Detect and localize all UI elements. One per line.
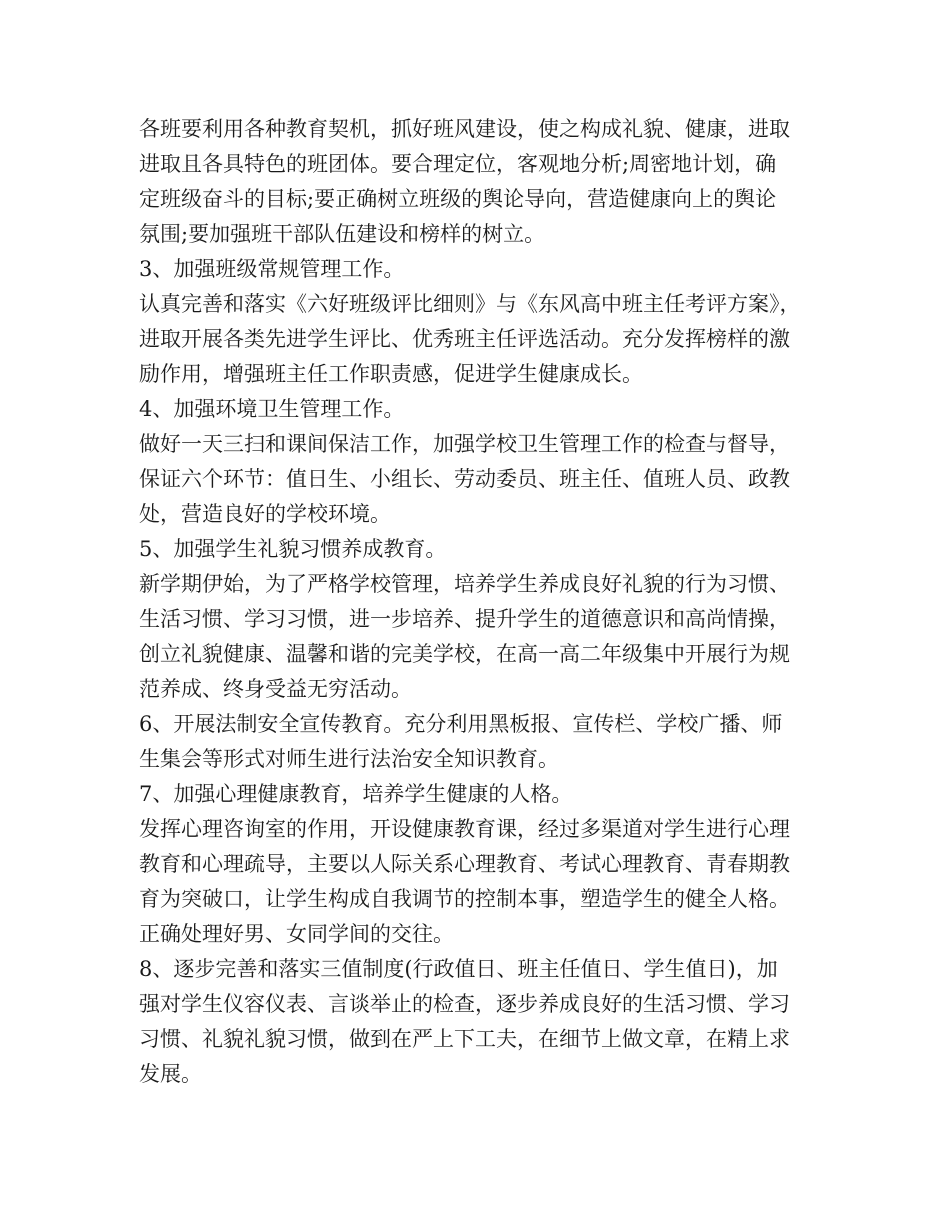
text-line: 生活习惯、学习习惯，进一步培养、提升学生的道德意识和高尚情操，: [139, 607, 790, 631]
text-line: 生集会等形式对师生进行法治安全知识教育。: [139, 747, 559, 771]
text-line: 进取且各具特色的班团体。要合理定位，客观地分析;周密地计划，确: [139, 152, 777, 176]
text-line: 保证六个环节：值日生、小组长、劳动委员、班主任、值班人员、政教: [139, 467, 790, 491]
document-body: [139, 112, 819, 1092]
text-line: 习惯、礼貌礼貌习惯，做到在严上下工夫，在细节上做文章，在精上求: [139, 1027, 790, 1051]
text-line: 认真完善和落实《六好班级评比细则》与《东风高中班主任考评方案》，: [139, 292, 801, 316]
text-line: 新学期伊始，为了严格学校管理，培养学生养成良好礼貌的行为习惯、: [139, 572, 790, 596]
text-line: 教育和心理疏导，主要以人际关系心理教育、考试心理教育、青春期教: [139, 852, 790, 876]
text-line: 进取开展各类先进学生评比、优秀班主任评选活动。充分发挥榜样的激: [139, 327, 790, 351]
text-line: 创立礼貌健康、温馨和谐的完美学校，在高一高二年级集中开展行为规: [139, 642, 790, 666]
text-line: 强对学生仪容仪表、言谈举止的检查，逐步养成良好的生活习惯、学习: [139, 992, 790, 1016]
section-heading: 4、加强环境卫生管理工作。: [139, 397, 405, 421]
text-line: 做好一天三扫和课间保洁工作，加强学校卫生管理工作的检查与督导，: [139, 432, 790, 456]
text-line: 发挥心理咨询室的作用，开设健康教育课，经过多渠道对学生进行心理: [139, 817, 790, 841]
section-heading: 8、逐步完善和落实三值制度(行政值日、班主任值日、学生值日)，加: [139, 957, 778, 981]
text-line: 范养成、终身受益无穷活动。: [139, 677, 412, 701]
text-line: 励作用，增强班主任工作职责感，促进学生健康成长。: [139, 362, 643, 386]
text-line: 定班级奋斗的目标;要正确树立班级的舆论导向，营造健康向上的舆论: [139, 187, 777, 211]
section-heading: 7、加强心理健康教育，培养学生健康的人格。: [139, 782, 573, 806]
text-line: 正确处理好男、女同学间的交往。: [139, 922, 454, 946]
text-line: 发展。: [139, 1062, 202, 1086]
section-heading: 3、加强班级常规管理工作。: [139, 257, 405, 281]
text-line: 氛围;要加强班干部队伍建设和榜样的树立。: [139, 222, 546, 246]
text-line: 育为突破口，让学生构成自我调节的控制本事，塑造学生的健全人格。: [139, 887, 790, 911]
section-heading: 6、开展法制安全宣传教育。充分利用黑板报、宣传栏、学校广播、师: [139, 712, 783, 736]
text-line: 各班要利用各种教育契机，抓好班风建设，使之构成礼貌、健康，进取: [139, 117, 790, 141]
text-line: 处，营造良好的学校环境。: [139, 502, 391, 526]
section-heading: 5、加强学生礼貌习惯养成教育。: [139, 537, 447, 561]
